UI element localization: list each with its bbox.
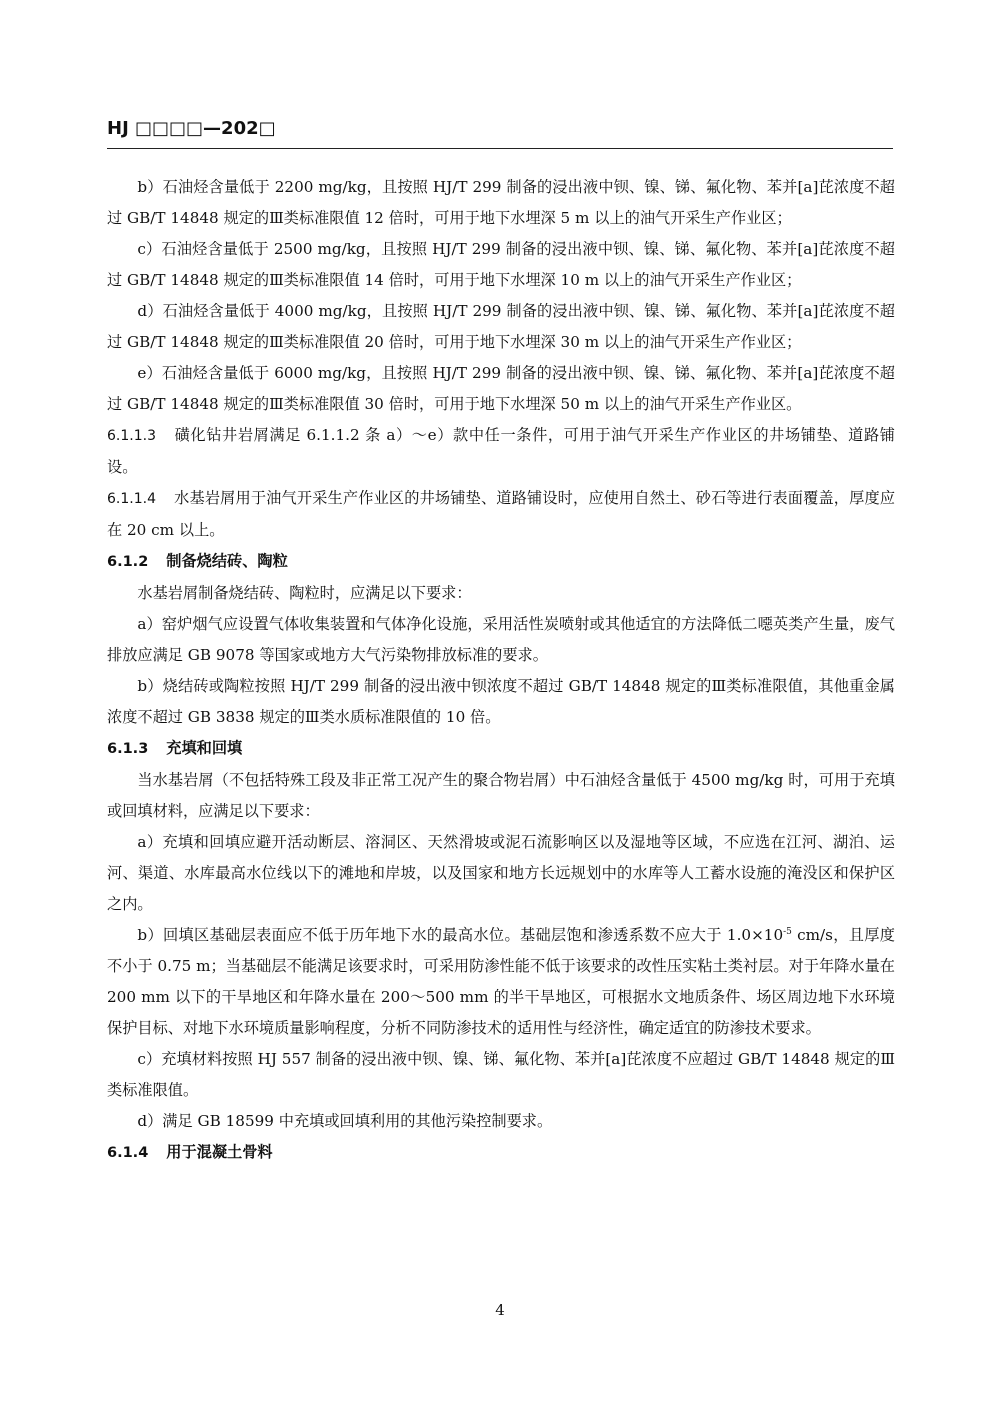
paragraph: 当水基岩屑（不包括特殊工段及非正常工况产生的聚合物岩屑）中石油烃含量低于 4500 mg/kg 时，可用于充填或回填材料，应满足以下要求： (107, 771, 895, 820)
paragraph: 水基岩屑制备烧结砖、陶粒时，应满足以下要求： (137, 584, 472, 602)
paragraph: d）石油烃含量低于 4000 mg/kg，且按照 HJ/T 299 制备的浸出液中钡、镍、锑、氟化物、苯并[a]芘浓度不超过 GB/T 14848 规定的Ⅲ类标准限值 20 倍时，可用于地下水埋深 30 m 以上的油气开采生产作业区； (107, 302, 895, 351)
document-body (107, 172, 895, 1169)
exponent: -5 (783, 927, 792, 937)
clause-text: 磺化钻井岩屑满足 6.1.1.2 条 a）～e）款中任一条件，可用于油气开采生产作业区的井场铺垫、道路铺设。 (107, 426, 895, 476)
paragraph: c）充填材料按照 HJ 557 制备的浸出液中钡、镍、锑、氟化物、苯并[a]芘浓度不应超过 GB/T 14848 规定的Ⅲ类标准限值。 (107, 1050, 895, 1099)
paragraph (107, 920, 895, 1044)
clause-text: 水基岩屑用于油气开采生产作业区的井场铺垫、道路铺设时，应使用自然土、砂石等进行表面覆盖，厚度应在 20 cm 以上。 (107, 489, 895, 539)
paragraph: a）窑炉烟气应设置气体收集装置和气体净化设施，采用活性炭喷射或其他适宜的方法降低二噁英类产生量，废气排放应满足 GB 9078 等国家或地方大气污染物排放标准的要求。 (107, 615, 895, 664)
header-rule (107, 148, 893, 149)
document-code-header: HJ □□□□—202□ (107, 118, 276, 139)
page-number: 4 (495, 1301, 505, 1319)
paragraph: c）石油烃含量低于 2500 mg/kg，且按照 HJ/T 299 制备的浸出液中钡、镍、锑、氟化物、苯并[a]芘浓度不超过 GB/T 14848 规定的Ⅲ类标准限值 14 倍时，可用于地下水埋深 10 m 以上的油气开采生产作业区； (107, 240, 895, 289)
section-title: 充填和回填 (166, 739, 243, 757)
clause (107, 483, 895, 546)
paragraph-text: cm/s，且厚度不小于 0.75 m；当基础层不能满足该要求时，可采用防渗性能不低于该要求的改性压实粘土类衬层。对于年降水量在 200 mm 以下的干旱地区和年降水量在 200～500 mm 的半干旱地区，可根据水文地质条件、场区周边地下水环境保护目标、对地下水环境质量影响程度，分析不同防渗技术的适用性与经济性，确定适宜的防渗技术要求。 (107, 926, 895, 1037)
section-number: 6.1.3 (107, 741, 149, 757)
section-title: 制备烧结砖、陶粒 (166, 552, 288, 570)
section-title: 用于混凝土骨料 (166, 1143, 273, 1161)
section-number: 6.1.2 (107, 554, 149, 570)
section-heading (107, 1137, 895, 1169)
clause-number: 6.1.1.4 (107, 491, 156, 507)
section-heading (107, 546, 895, 578)
paragraph: e）石油烃含量低于 6000 mg/kg，且按照 HJ/T 299 制备的浸出液中钡、镍、锑、氟化物、苯并[a]芘浓度不超过 GB/T 14848 规定的Ⅲ类标准限值 30 倍时，可用于地下水埋深 50 m 以上的油气开采生产作业区。 (107, 364, 895, 413)
paragraph-text: b）回填区基础层表面应不低于历年地下水的最高水位。基础层饱和渗透系数不应大于 1.0×10 (137, 926, 784, 944)
clause (107, 420, 895, 483)
section-heading (107, 733, 895, 765)
clause-number: 6.1.1.3 (107, 428, 156, 444)
section-number: 6.1.4 (107, 1145, 149, 1161)
paragraph: b）烧结砖或陶粒按照 HJ/T 299 制备的浸出液中钡浓度不超过 GB/T 14848 规定的Ⅲ类标准限值，其他重金属浓度不超过 GB 3838 规定的Ⅲ类水质标准限值的 10 倍。 (107, 677, 895, 726)
paragraph: d）满足 GB 18599 中充填或回填利用的其他污染控制要求。 (137, 1112, 553, 1130)
paragraph: a）充填和回填应避开活动断层、溶洞区、天然滑坡或泥石流影响区以及湿地等区域，不应选在江河、湖泊、运河、渠道、水库最高水位线以下的滩地和岸坡，以及国家和地方长远规划中的水库等人工蓄水设施的淹没区和保护区之内。 (107, 833, 895, 913)
paragraph: b）石油烃含量低于 2200 mg/kg，且按照 HJ/T 299 制备的浸出液中钡、镍、锑、氟化物、苯并[a]芘浓度不超过 GB/T 14848 规定的Ⅲ类标准限值 12 倍时，可用于地下水埋深 5 m 以上的油气开采生产作业区； (107, 178, 895, 227)
